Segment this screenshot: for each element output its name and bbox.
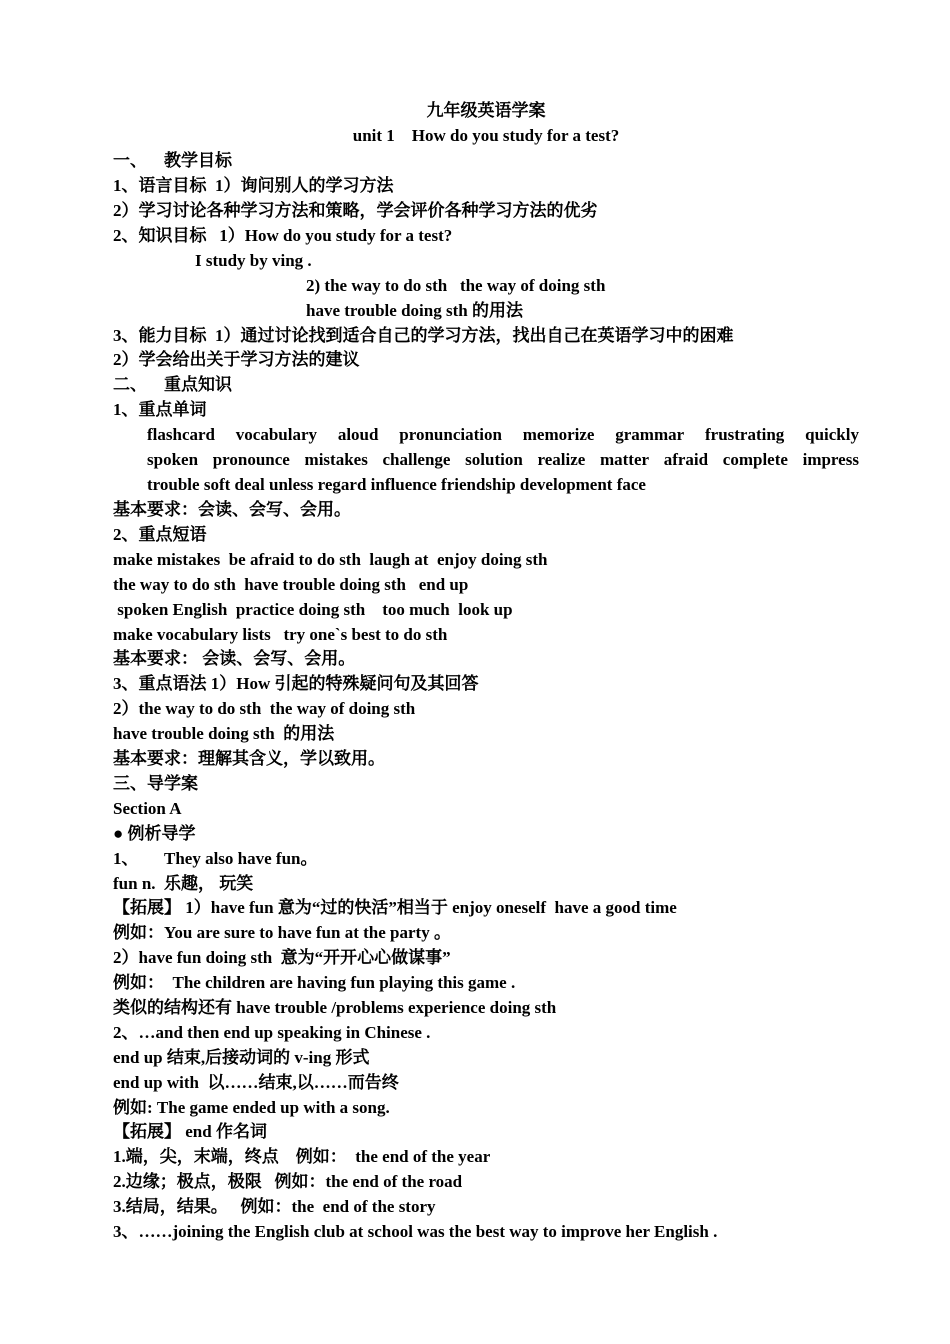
word: memorize <box>522 425 595 444</box>
goal-knowledge-c: have trouble doing sth 的用法 <box>306 301 523 320</box>
word: grammar <box>615 425 685 444</box>
grammar-line-3: have trouble doing sth 的用法 <box>113 724 335 743</box>
word: quickly <box>805 425 859 444</box>
end-meaning-1: 1.端，尖，末端，终点 例如： the end of the year <box>113 1147 491 1166</box>
goal-ability-2: 2）学会给出关于学习方法的建议 <box>113 350 360 369</box>
requirement-phrases: 基本要求： 会读、会写、会用。 <box>113 649 356 668</box>
end-up-with-definition: end up with 以……结束,以……而告终 <box>113 1073 399 1092</box>
word: pronounce <box>212 450 290 469</box>
extension-2: 【拓展】 end 作名词 <box>113 1122 267 1141</box>
section-heading-goals: 一、 教学目标 <box>113 151 232 170</box>
goal-language-2: 2）学习讨论各种学习方法和策略，学会评价各种学习方法的优劣 <box>113 201 598 220</box>
guide-heading: ● 例析导学 <box>113 824 196 843</box>
example-2: 例如： The children are having fun playing this game . <box>113 973 516 992</box>
item-2: 2、…and then end up speaking in Chinese . <box>113 1023 431 1042</box>
doc-subtitle: unit 1 How do you study for a test? <box>352 126 620 145</box>
grammar-line-2: 2）the way to do sth the way of doing sth <box>113 699 416 718</box>
word: afraid <box>663 450 709 469</box>
key-words-row-3: trouble soft deal unless regard influence friendship development face <box>147 475 646 494</box>
requirement-grammar: 基本要求：理解其含义，学以致用。 <box>113 749 385 768</box>
end-meaning-3: 3.结局，结果。 例如：the end of the story <box>113 1197 436 1216</box>
end-up-definition: end up 结束,后接动词的 v-ing 形式 <box>113 1048 370 1067</box>
word: pronunciation <box>399 425 502 444</box>
section-heading-guide: 三、导学案 <box>113 774 198 793</box>
word: frustrating <box>704 425 785 444</box>
word: realize <box>537 450 586 469</box>
word: spoken <box>147 450 199 469</box>
example-3: 例如: The game ended up with a song. <box>113 1098 390 1117</box>
key-words-heading: 1、重点单词 <box>113 400 207 419</box>
word: aloud <box>337 425 379 444</box>
requirement-words: 基本要求：会读、会写、会用。 <box>113 500 351 519</box>
goal-knowledge: 2、知识目标 1）How do you study for a test? <box>113 226 453 245</box>
goal-ability: 3、能力目标 1）通过讨论找到适合自己的学习方法，找出自己在英语学习中的困难 <box>113 326 734 345</box>
word: impress <box>802 450 859 469</box>
doc-title: 九年级英语学案 <box>426 101 546 120</box>
phrase-line-3: spoken English practice doing sth too much look up <box>113 600 513 619</box>
section-heading-key-knowledge: 二、 重点知识 <box>113 375 232 394</box>
fun-definition: fun n. 乐趣， 玩笑 <box>113 874 254 893</box>
similar-structures: 类似的结构还有 have trouble /problems experience doing sth <box>113 998 557 1017</box>
word: complete <box>722 450 788 469</box>
example-1: 例如：You are sure to have fun at the party 。 <box>113 923 451 942</box>
end-meaning-2: 2.边缘；极点，极限 例如：the end of the road <box>113 1172 463 1191</box>
word: matter <box>599 450 650 469</box>
phrase-line-1: make mistakes be afraid to do sth laugh at enjoy doing sth <box>113 550 548 569</box>
goal-language: 1、语言目标 1）询问别人的学习方法 <box>113 176 394 195</box>
phrase-line-4: make vocabulary lists try one`s best to do sth <box>113 625 448 644</box>
word: challenge <box>382 450 451 469</box>
word: flashcard <box>147 425 215 444</box>
key-words-row-2 <box>147 448 859 473</box>
key-words-row-1 <box>147 423 859 448</box>
word: solution <box>465 450 523 469</box>
section-a-heading: Section A <box>113 799 182 818</box>
word: mistakes <box>304 450 368 469</box>
key-grammar-heading: 3、重点语法 1）How 引起的特殊疑问句及其回答 <box>113 674 479 693</box>
extension-1b: 2）have fun doing sth 意为“开开心心做谋事” <box>113 948 451 967</box>
goal-knowledge-a: I study by ving . <box>195 251 312 270</box>
item-3: 3、……joining the English club at school was the best way to improve her English . <box>113 1222 718 1241</box>
phrase-line-2: the way to do sth have trouble doing sth end up <box>113 575 469 594</box>
goal-knowledge-b: 2) the way to do sth the way of doing sth <box>306 276 606 295</box>
word: vocabulary <box>235 425 318 444</box>
extension-1: 【拓展】 1）have fun 意为“过的快活”相当于 enjoy oneself have a good time <box>113 898 677 917</box>
key-phrases-heading: 2、重点短语 <box>113 525 207 544</box>
item-1: 1、 They also have fun。 <box>113 849 318 868</box>
